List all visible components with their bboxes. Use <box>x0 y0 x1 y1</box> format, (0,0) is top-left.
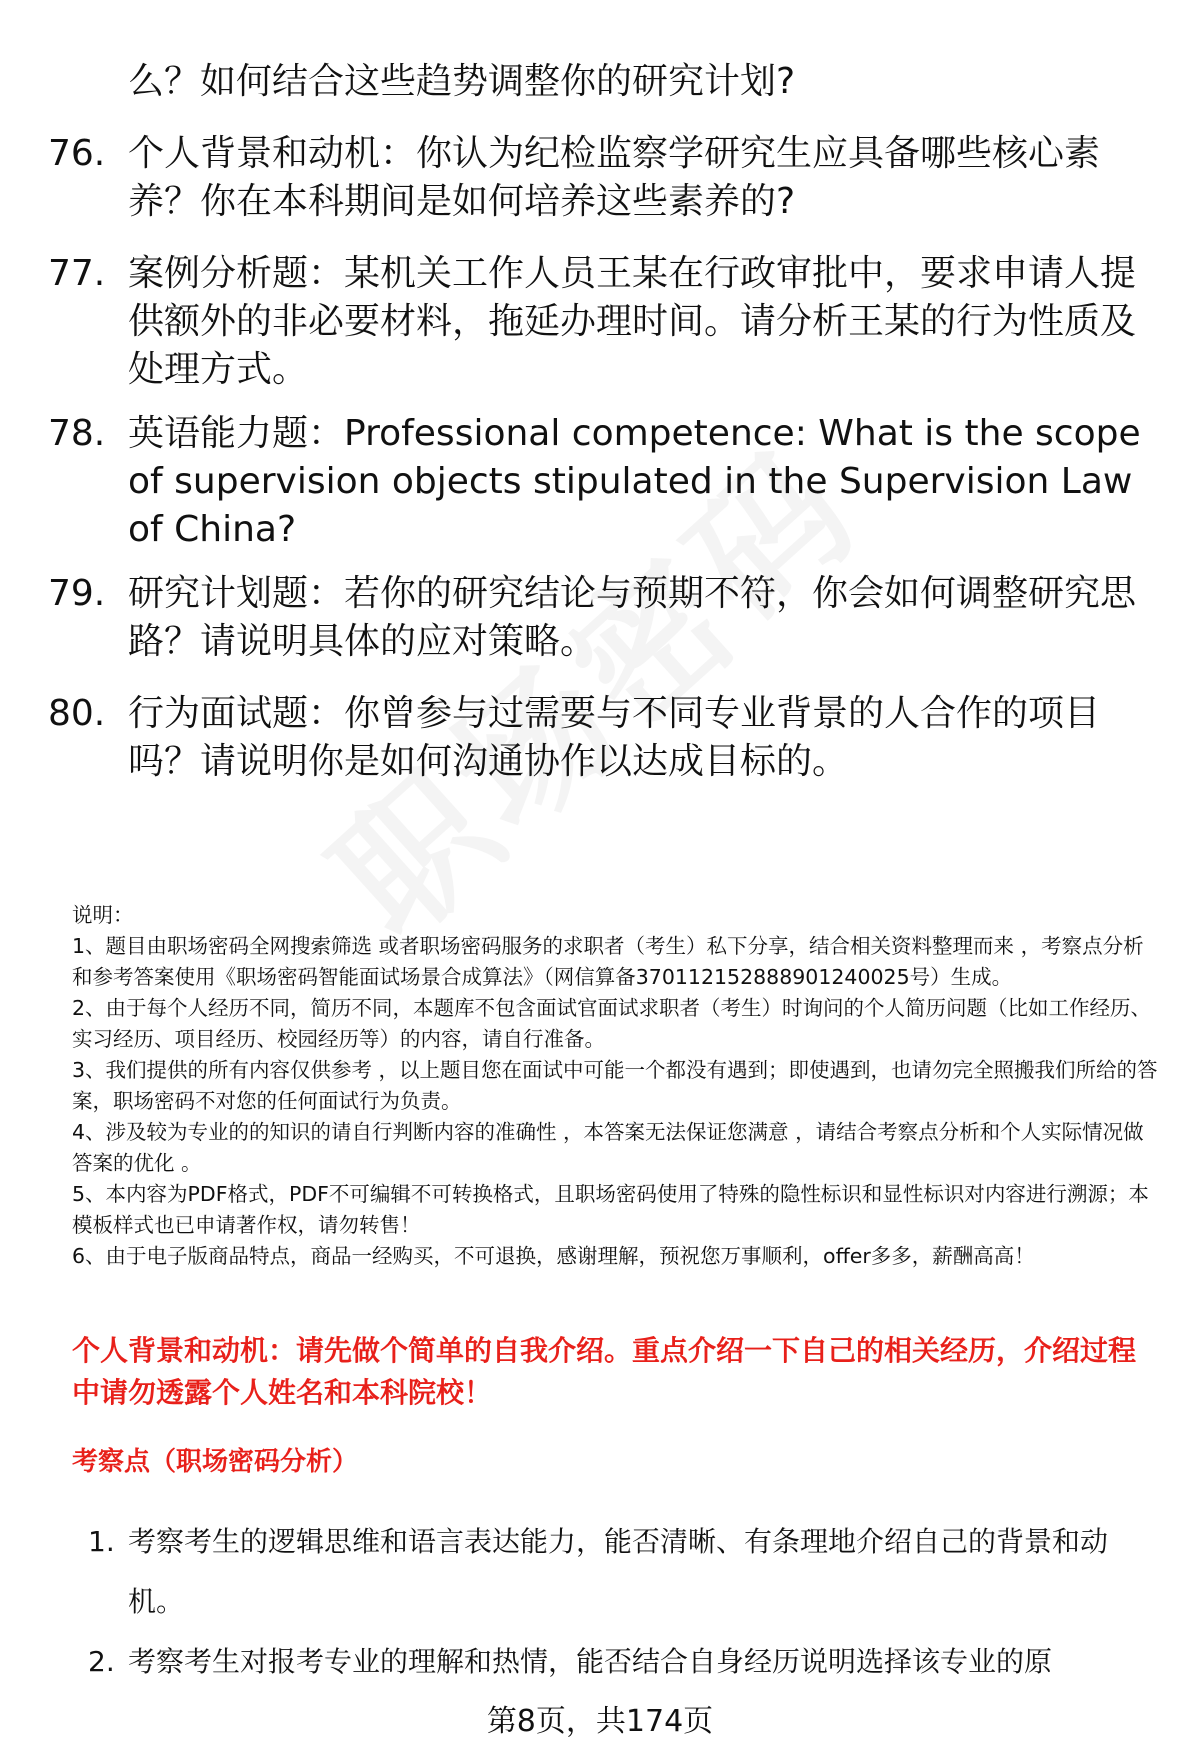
question-number: 80. <box>48 693 106 734</box>
question-number: 79. <box>48 573 106 614</box>
question-79 <box>48 570 1158 666</box>
notes-block <box>72 900 1158 1272</box>
question-number: 76. <box>48 133 106 174</box>
question-text: 英语能力题：Professional competence: What is the scope of supervision objects stipulated in the Supervision Law of China? <box>128 413 1141 550</box>
question-80 <box>48 690 1158 786</box>
point-number: 2. <box>88 1645 115 1678</box>
question-number: 77. <box>48 253 106 294</box>
point-text: 考察考生的逻辑思维和语言表达能力，能否清晰、有条理地介绍自己的背景和动机。 <box>128 1525 1109 1618</box>
question-number: 78. <box>48 413 106 454</box>
point-number: 1. <box>88 1525 115 1558</box>
section-subtitle: 考察点（职场密码分析） <box>72 1447 359 1477</box>
question-text: 行为面试题：你曾参与过需要与不同专业背景的人合作的项目吗？请说明你是如何沟通协作以达成目标的。 <box>128 693 1101 782</box>
note-item: 4、涉及较为专业的的知识的请自行判断内容的准确性 ，本答案无法保证您满意 ，请结合考察点分析和个人实际情况做答案的优化 。 <box>72 1120 1144 1175</box>
question-76 <box>48 130 1158 226</box>
page-footer: 第8页，共174页 <box>486 1704 714 1739</box>
notes-heading: 说明： <box>72 903 134 927</box>
note-item: 6、由于电子版商品特点，商品一经购买，不可退换，感谢理解，预祝您万事顺利，offer多多，薪酬高高！ <box>72 1244 1035 1268</box>
question-text: 个人背景和动机：你认为纪检监察学研究生应具备哪些核心素养？你在本科期间是如何培养这些素养的? <box>128 133 1101 222</box>
note-item: 5、本内容为PDF格式，PDF不可编辑不可转换格式，且职场密码使用了特殊的隐性标识和显性标识对内容进行溯源；本模板样式也已申请著作权，请勿转售！ <box>72 1182 1149 1237</box>
note-item: 3、我们提供的所有内容仅供参考 ，以上题目您在面试中可能一个都没有遇到；即使遇到，也请勿完全照搬我们所给的答案，职场密码不对您的任何面试行为负责。 <box>72 1058 1158 1113</box>
question-text: 案例分析题：某机关工作人员王某在行政审批中，要求申请人提供额外的非必要材料，拖延办理时间。请分析王某的行为性质及处理方式。 <box>128 253 1137 390</box>
point-text: 考察考生对报考专业的理解和热情，能否结合自身经历说明选择该专业的原 <box>128 1645 1053 1678</box>
question-continuation: 么？如何结合这些趋势调整你的研究计划? <box>128 61 796 102</box>
section-title: 个人背景和动机：请先做个简单的自我介绍。重点介绍一下自己的相关经历，介绍过程中请勿透露个人姓名和本科院校！ <box>72 1334 1137 1409</box>
question-78 <box>48 410 1158 554</box>
question-text: 研究计划题：若你的研究结论与预期不符，你会如何调整研究思路？请说明具体的应对策略。 <box>128 573 1137 662</box>
analysis-points <box>80 1512 1170 1692</box>
list-item <box>80 1632 1170 1692</box>
note-item: 2、由于每个人经历不同，简历不同，本题库不包含面试官面试求职者（考生）时询问的个人简历问题（比如工作经历、实习经历、项目经历、校园经历等）的内容，请自行准备。 <box>72 996 1152 1051</box>
question-77 <box>48 250 1158 394</box>
note-item: 1、题目由职场密码全网搜索筛选 或者职场密码服务的求职者（考生）私下分享，结合相关资料整理而来 ，考察点分析和参考答案使用《职场密码智能面试场景合成算法》（网信算备370112152888901240025号）生成。 <box>72 934 1144 989</box>
list-item <box>80 1512 1170 1632</box>
